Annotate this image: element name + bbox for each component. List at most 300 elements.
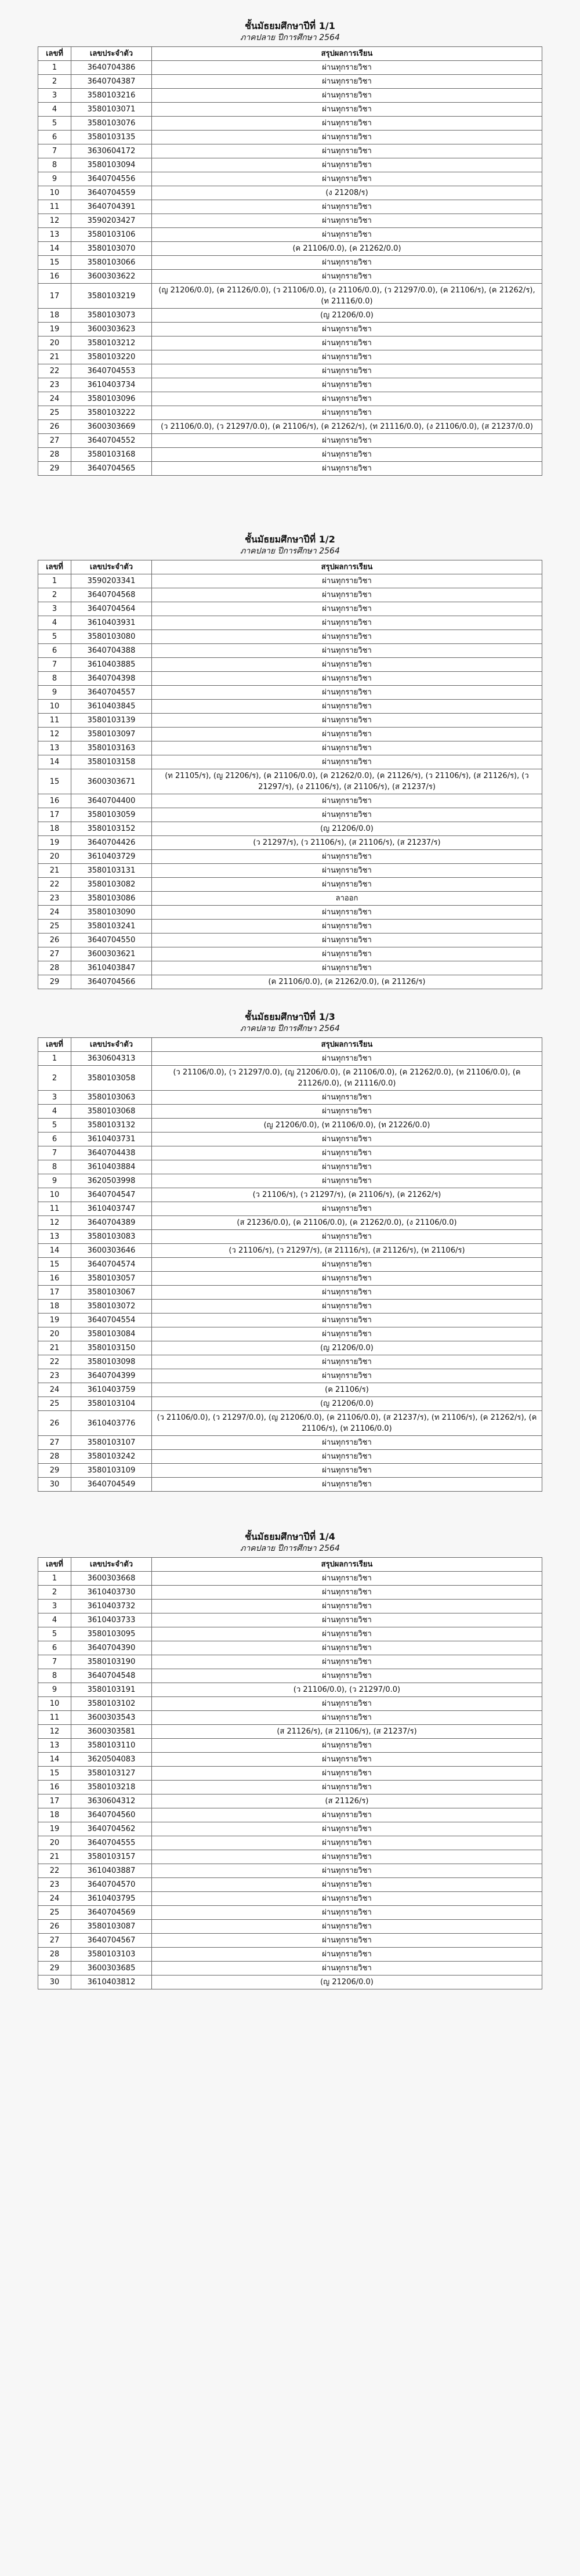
table-row <box>38 1216 542 1230</box>
cell-no: 16 <box>38 1781 71 1794</box>
class-section <box>38 1531 542 1989</box>
cell-summary: ผ่านทุกรายวิชา <box>152 1948 542 1962</box>
cell-no: 29 <box>38 1464 71 1478</box>
cell-summary: ผ่านทุกรายวิชา <box>152 961 542 975</box>
cell-no: 12 <box>38 1216 71 1230</box>
cell-no: 11 <box>38 200 71 214</box>
cell-student-id: 3640704568 <box>71 588 152 602</box>
table-row <box>38 1478 542 1492</box>
cell-no: 14 <box>38 755 71 769</box>
cell-summary: ผ่านทุกรายวิชา <box>152 378 542 392</box>
cell-student-id: 3580103152 <box>71 822 152 836</box>
table-row <box>38 1397 542 1411</box>
cell-summary: ผ่านทุกรายวิชา <box>152 934 542 947</box>
table-row <box>38 1146 542 1160</box>
cell-summary: (ง 21208/ร) <box>152 186 542 200</box>
table-row <box>38 1160 542 1174</box>
cell-summary: ผ่านทุกรายวิชา <box>152 1697 542 1711</box>
cell-no: 13 <box>38 1739 71 1753</box>
cell-no: 12 <box>38 1725 71 1739</box>
cell-no: 30 <box>38 1478 71 1492</box>
table-row <box>38 131 542 144</box>
table-row <box>38 364 542 378</box>
cell-summary: ผ่านทุกรายวิชา <box>152 1572 542 1586</box>
cell-student-id: 3640704550 <box>71 934 152 947</box>
table-row <box>38 1920 542 1934</box>
cell-summary: ผ่านทุกรายวิชา <box>152 1464 542 1478</box>
cell-student-id: 3610403730 <box>71 1586 152 1600</box>
table-row <box>38 1586 542 1600</box>
cell-no: 29 <box>38 975 71 989</box>
cell-no: 5 <box>38 630 71 644</box>
cell-no: 21 <box>38 1850 71 1864</box>
cell-summary: (ค 21106/0.0), (ค 21262/0.0) <box>152 242 542 256</box>
cell-no: 27 <box>38 1436 71 1450</box>
cell-student-id: 3640704438 <box>71 1146 152 1160</box>
cell-no: 7 <box>38 658 71 672</box>
cell-no: 15 <box>38 1258 71 1272</box>
cell-no: 12 <box>38 728 71 741</box>
cell-student-id: 3580103084 <box>71 1327 152 1341</box>
table-row <box>38 975 542 989</box>
class-section <box>38 534 542 989</box>
section-title: ชั้นมัธยมศึกษาปีที่ 1/3 <box>245 1011 335 1022</box>
cell-student-id: 3580103168 <box>71 448 152 462</box>
cell-summary: ผ่านทุกรายวิชา <box>152 1478 542 1492</box>
cell-no: 21 <box>38 864 71 878</box>
cell-no: 13 <box>38 228 71 242</box>
results-table <box>38 46 542 476</box>
cell-summary: ผ่านทุกรายวิชา <box>152 1767 542 1781</box>
table-row <box>38 420 542 434</box>
table-row <box>38 700 542 714</box>
cell-student-id: 3610403776 <box>71 1411 152 1436</box>
cell-summary: ผ่านทุกรายวิชา <box>152 1146 542 1160</box>
table-row <box>38 644 542 658</box>
cell-summary: ผ่านทุกรายวิชา <box>152 1836 542 1850</box>
cell-student-id: 3580103098 <box>71 1355 152 1369</box>
cell-no: 19 <box>38 1822 71 1836</box>
cell-no: 3 <box>38 602 71 616</box>
cell-summary: ผ่านทุกรายวิชา <box>152 172 542 186</box>
cell-student-id: 3640704399 <box>71 1369 152 1383</box>
cell-summary: ผ่านทุกรายวิชา <box>152 323 542 337</box>
section-subtitle: ภาคปลาย ปีการศึกษา 2564 <box>240 33 340 42</box>
cell-student-id: 3610403845 <box>71 700 152 714</box>
cell-summary: ผ่านทุกรายวิชา <box>152 588 542 602</box>
cell-student-id: 3610403931 <box>71 616 152 630</box>
cell-summary: ผ่านทุกรายวิชา <box>152 1920 542 1934</box>
cell-no: 2 <box>38 75 71 89</box>
table-row <box>38 1878 542 1892</box>
table-row <box>38 1244 542 1258</box>
cell-no: 7 <box>38 1146 71 1160</box>
cell-no: 6 <box>38 1133 71 1146</box>
cell-summary: ผ่านทุกรายวิชา <box>152 1808 542 1822</box>
cell-student-id: 3580103222 <box>71 406 152 420</box>
cell-student-id: 3610403795 <box>71 1892 152 1906</box>
table-row <box>38 309 542 323</box>
header-no: เลขที่ <box>38 1038 71 1052</box>
cell-summary: ผ่านทุกรายวิชา <box>152 364 542 378</box>
cell-summary: ผ่านทุกรายวิชา <box>152 947 542 961</box>
cell-no: 1 <box>38 1052 71 1066</box>
cell-summary: ผ่านทุกรายวิชา <box>152 270 542 284</box>
table-row <box>38 1272 542 1286</box>
table-row <box>38 808 542 822</box>
cell-student-id: 3640704562 <box>71 1822 152 1836</box>
cell-summary: ผ่านทุกรายวิชา <box>152 1613 542 1627</box>
cell-summary: ลาออก <box>152 892 542 906</box>
cell-no: 6 <box>38 131 71 144</box>
cell-student-id: 3640704566 <box>71 975 152 989</box>
cell-student-id: 3640704557 <box>71 686 152 700</box>
results-table <box>38 1557 542 1989</box>
table-row <box>38 1725 542 1739</box>
cell-summary: ผ่านทุกรายวิชา <box>152 1105 542 1119</box>
cell-no: 4 <box>38 1613 71 1627</box>
cell-summary: ผ่านทุกรายวิชา <box>152 200 542 214</box>
cell-student-id: 3580103212 <box>71 337 152 350</box>
table-row <box>38 1300 542 1314</box>
table-row <box>38 1753 542 1767</box>
cell-student-id: 3640704400 <box>71 794 152 808</box>
cell-no: 22 <box>38 364 71 378</box>
cell-student-id: 3640704570 <box>71 1878 152 1892</box>
table-row <box>38 906 542 920</box>
cell-student-id: 3580103058 <box>71 1066 152 1091</box>
cell-student-id: 3630604313 <box>71 1052 152 1066</box>
cell-student-id: 3580103103 <box>71 1948 152 1962</box>
cell-no: 20 <box>38 337 71 350</box>
header-id: เลขประจำตัว <box>71 560 152 574</box>
cell-summary: (ส 21126/ร), (ส 21106/ร), (ส 21237/ร) <box>152 1725 542 1739</box>
cell-student-id: 3600303668 <box>71 1572 152 1586</box>
cell-no: 24 <box>38 1892 71 1906</box>
cell-no: 11 <box>38 714 71 728</box>
cell-student-id: 3580103163 <box>71 741 152 755</box>
table-row <box>38 1808 542 1822</box>
cell-no: 28 <box>38 448 71 462</box>
cell-summary: ผ่านทุกรายวิชา <box>152 1753 542 1767</box>
cell-no: 10 <box>38 700 71 714</box>
table-row <box>38 1739 542 1753</box>
cell-student-id: 3600303685 <box>71 1962 152 1976</box>
cell-student-id: 3640704559 <box>71 186 152 200</box>
cell-student-id: 3580103059 <box>71 808 152 822</box>
table-row <box>38 686 542 700</box>
cell-student-id: 3580103083 <box>71 1230 152 1244</box>
cell-summary: (ว 21106/0.0), (ว 21297/0.0), (ค 21106/ร), (ค 21262/ร), (ท 21116/0.0), (ง 21106/0.0), (ส 21237/0.0) <box>152 420 542 434</box>
cell-no: 1 <box>38 574 71 588</box>
cell-summary: ผ่านทุกรายวิชา <box>152 700 542 714</box>
cell-student-id: 3580103190 <box>71 1655 152 1669</box>
cell-no: 18 <box>38 1808 71 1822</box>
cell-student-id: 3580103104 <box>71 1397 152 1411</box>
cell-student-id: 3580103068 <box>71 1105 152 1119</box>
cell-summary: ผ่านทุกรายวิชา <box>152 1355 542 1369</box>
table-row <box>38 1962 542 1976</box>
cell-student-id: 3580103135 <box>71 131 152 144</box>
cell-summary: ผ่านทุกรายวิชา <box>152 1934 542 1948</box>
section-title: ชั้นมัธยมศึกษาปีที่ 1/2 <box>245 534 335 545</box>
cell-summary: ผ่านทุกรายวิชา <box>152 1655 542 1669</box>
table-row <box>38 1934 542 1948</box>
cell-student-id: 3640704567 <box>71 1934 152 1948</box>
header-no: เลขที่ <box>38 560 71 574</box>
cell-no: 20 <box>38 1836 71 1850</box>
cell-summary: ผ่านทุกรายวิชา <box>152 808 542 822</box>
cell-student-id: 3610403747 <box>71 1202 152 1216</box>
cell-summary: ผ่านทุกรายวิชา <box>152 574 542 588</box>
cell-student-id: 3610403734 <box>71 378 152 392</box>
table-row <box>38 1369 542 1383</box>
cell-no: 15 <box>38 769 71 794</box>
cell-student-id: 3640704549 <box>71 1478 152 1492</box>
cell-summary: ผ่านทุกรายวิชา <box>152 755 542 769</box>
cell-no: 30 <box>38 1976 71 1989</box>
class-section <box>38 20 542 476</box>
table-row <box>38 1572 542 1586</box>
cell-no: 27 <box>38 1934 71 1948</box>
table-row <box>38 920 542 934</box>
cell-summary: (ว 21106/ร), (ว 21297/ร), (ค 21106/ร), (ค 21262/ร) <box>152 1188 542 1202</box>
section-subtitle: ภาคปลาย ปีการศึกษา 2564 <box>240 1024 340 1033</box>
cell-student-id: 3580103157 <box>71 1850 152 1864</box>
cell-no: 29 <box>38 1962 71 1976</box>
table-row <box>38 836 542 850</box>
table-row <box>38 323 542 337</box>
cell-no: 3 <box>38 1600 71 1613</box>
cell-no: 13 <box>38 741 71 755</box>
header-row <box>38 1038 542 1052</box>
cell-student-id: 3640704390 <box>71 1641 152 1655</box>
table-row <box>38 588 542 602</box>
cell-student-id: 3640704555 <box>71 1836 152 1850</box>
cell-summary: ผ่านทุกรายวิชา <box>152 1781 542 1794</box>
cell-summary: ผ่านทุกรายวิชา <box>152 1286 542 1300</box>
table-row <box>38 1105 542 1119</box>
cell-no: 6 <box>38 644 71 658</box>
cell-student-id: 3580103216 <box>71 89 152 103</box>
cell-summary: ผ่านทุกรายวิชา <box>152 434 542 448</box>
cell-student-id: 3580103086 <box>71 892 152 906</box>
cell-no: 3 <box>38 1091 71 1105</box>
table-row <box>38 1188 542 1202</box>
cell-student-id: 3640704565 <box>71 462 152 476</box>
class-section <box>38 1011 542 1492</box>
header-id: เลขประจำตัว <box>71 1558 152 1572</box>
cell-no: 8 <box>38 672 71 686</box>
cell-student-id: 3640704391 <box>71 200 152 214</box>
cell-summary: ผ่านทุกรายวิชา <box>152 1962 542 1976</box>
cell-student-id: 3600303621 <box>71 947 152 961</box>
cell-student-id: 3580103218 <box>71 1781 152 1794</box>
cell-no: 14 <box>38 1753 71 1767</box>
table-row <box>38 350 542 364</box>
cell-student-id: 3610403812 <box>71 1976 152 1989</box>
cell-summary: ผ่านทุกรายวิชา <box>152 1878 542 1892</box>
table-row <box>38 850 542 864</box>
cell-student-id: 3610403731 <box>71 1133 152 1146</box>
cell-summary: ผ่านทุกรายวิชา <box>152 1300 542 1314</box>
header-row <box>38 47 542 61</box>
table-row <box>38 200 542 214</box>
table-row <box>38 1327 542 1341</box>
cell-no: 7 <box>38 144 71 158</box>
cell-student-id: 3580103110 <box>71 1739 152 1753</box>
table-row <box>38 1286 542 1300</box>
cell-no: 18 <box>38 309 71 323</box>
cell-summary: ผ่านทุกรายวิชา <box>152 1739 542 1753</box>
cell-summary: ผ่านทุกรายวิชา <box>152 392 542 406</box>
results-table <box>38 560 542 989</box>
cell-summary: ผ่านทุกรายวิชา <box>152 741 542 755</box>
cell-student-id: 3640704556 <box>71 172 152 186</box>
cell-summary: ผ่านทุกรายวิชา <box>152 1906 542 1920</box>
table-row <box>38 392 542 406</box>
table-row <box>38 117 542 131</box>
cell-summary: ผ่านทุกรายวิชา <box>152 602 542 616</box>
cell-summary: ผ่านทุกรายวิชา <box>152 131 542 144</box>
cell-summary: ผ่านทุกรายวิชา <box>152 906 542 920</box>
table-row <box>38 728 542 741</box>
cell-student-id: 3640704398 <box>71 672 152 686</box>
cell-summary: ผ่านทุกรายวิชา <box>152 728 542 741</box>
cell-student-id: 3630604172 <box>71 144 152 158</box>
table-row <box>38 616 542 630</box>
cell-student-id: 3640704569 <box>71 1906 152 1920</box>
table-row <box>38 1314 542 1327</box>
table-row <box>38 1767 542 1781</box>
cell-student-id: 3640704553 <box>71 364 152 378</box>
cell-student-id: 3580103082 <box>71 878 152 892</box>
table-row <box>38 448 542 462</box>
cell-no: 4 <box>38 103 71 117</box>
cell-summary: ผ่านทุกรายวิชา <box>152 644 542 658</box>
cell-summary: ผ่านทุกรายวิชา <box>152 1586 542 1600</box>
cell-no: 9 <box>38 172 71 186</box>
header-summary: สรุปผลการเรียน <box>152 560 542 574</box>
table-row <box>38 714 542 728</box>
cell-summary: ผ่านทุกรายวิชา <box>152 228 542 242</box>
cell-student-id: 3580103071 <box>71 103 152 117</box>
cell-no: 21 <box>38 350 71 364</box>
header-summary: สรุปผลการเรียน <box>152 47 542 61</box>
header-summary: สรุปผลการเรียน <box>152 1558 542 1572</box>
cell-summary: ผ่านทุกรายวิชา <box>152 462 542 476</box>
cell-no: 11 <box>38 1711 71 1725</box>
cell-summary: ผ่านทุกรายวิชา <box>152 920 542 934</box>
cell-summary: ผ่านทุกรายวิชา <box>152 1627 542 1641</box>
cell-no: 18 <box>38 1300 71 1314</box>
cell-student-id: 3610403887 <box>71 1864 152 1878</box>
cell-student-id: 3630604312 <box>71 1794 152 1808</box>
cell-no: 25 <box>38 920 71 934</box>
cell-summary: ผ่านทุกรายวิชา <box>152 1327 542 1341</box>
table-row <box>38 186 542 200</box>
cell-student-id: 3580103096 <box>71 392 152 406</box>
cell-no: 23 <box>38 1878 71 1892</box>
cell-no: 28 <box>38 961 71 975</box>
cell-summary: (ว 21106/ร), (ว 21297/ร), (ส 21116/ร), (ส 21126/ร), (ท 21106/ร) <box>152 1244 542 1258</box>
cell-summary: (ญ 21206/0.0) <box>152 822 542 836</box>
cell-student-id: 3600303543 <box>71 1711 152 1725</box>
cell-no: 17 <box>38 1794 71 1808</box>
table-row <box>38 284 542 309</box>
table-row <box>38 1174 542 1188</box>
cell-student-id: 3580103094 <box>71 158 152 172</box>
cell-student-id: 3640704548 <box>71 1669 152 1683</box>
cell-summary: ผ่านทุกรายวิชา <box>152 117 542 131</box>
cell-no: 10 <box>38 186 71 200</box>
cell-no: 26 <box>38 1411 71 1436</box>
cell-summary: ผ่านทุกรายวิชา <box>152 1822 542 1836</box>
table-row <box>38 1822 542 1836</box>
cell-student-id: 3640704386 <box>71 61 152 75</box>
cell-no: 9 <box>38 1683 71 1697</box>
table-row <box>38 1383 542 1397</box>
cell-no: 16 <box>38 270 71 284</box>
cell-no: 1 <box>38 1572 71 1586</box>
cell-student-id: 3580103107 <box>71 1436 152 1450</box>
cell-no: 8 <box>38 1160 71 1174</box>
cell-no: 26 <box>38 420 71 434</box>
table-row <box>38 769 542 794</box>
cell-summary: ผ่านทุกรายวิชา <box>152 406 542 420</box>
cell-no: 27 <box>38 434 71 448</box>
cell-summary: (ญ 21206/0.0) <box>152 1341 542 1355</box>
table-row <box>38 892 542 906</box>
cell-summary: ผ่านทุกรายวิชา <box>152 337 542 350</box>
table-row <box>38 1119 542 1133</box>
cell-student-id: 3580103109 <box>71 1464 152 1478</box>
table-row <box>38 406 542 420</box>
cell-no: 19 <box>38 323 71 337</box>
cell-student-id: 3580103097 <box>71 728 152 741</box>
cell-student-id: 3580103219 <box>71 284 152 309</box>
cell-student-id: 3580103095 <box>71 1627 152 1641</box>
cell-no: 25 <box>38 1397 71 1411</box>
cell-student-id: 3580103132 <box>71 1119 152 1133</box>
table-row <box>38 1655 542 1669</box>
cell-no: 23 <box>38 378 71 392</box>
table-row <box>38 794 542 808</box>
cell-summary: (ว 21106/0.0), (ว 21297/0.0), (ญ 21206/0.0), (ค 21106/0.0), (ส 21237/ร), (ท 21106/ร), (ค 21262/ร), (ค 21106/ร), (ท 21106/0.0) <box>152 1411 542 1436</box>
cell-no: 1 <box>38 61 71 75</box>
cell-student-id: 3580103139 <box>71 714 152 728</box>
section-subtitle: ภาคปลาย ปีการศึกษา 2564 <box>240 1544 340 1553</box>
document <box>0 20 580 1989</box>
table-row <box>38 1464 542 1478</box>
cell-summary: (ส 21126/ร) <box>152 1794 542 1808</box>
cell-no: 2 <box>38 1586 71 1600</box>
table-row <box>38 1355 542 1369</box>
table-row <box>38 1066 542 1091</box>
cell-summary: ผ่านทุกรายวิชา <box>152 89 542 103</box>
cell-summary: (ญ 21206/0.0) <box>152 1976 542 1989</box>
cell-summary: ผ่านทุกรายวิชา <box>152 1369 542 1383</box>
cell-student-id: 3620504083 <box>71 1753 152 1767</box>
cell-student-id: 3600303669 <box>71 420 152 434</box>
table-row <box>38 658 542 672</box>
cell-student-id: 3610403759 <box>71 1383 152 1397</box>
cell-no: 15 <box>38 256 71 270</box>
cell-summary: (ส 21236/0.0), (ค 21106/0.0), (ค 21262/0.0), (ง 21106/0.0) <box>152 1216 542 1230</box>
cell-no: 16 <box>38 794 71 808</box>
cell-no: 5 <box>38 117 71 131</box>
cell-summary: (ว 21106/0.0), (ว 21297/0.0) <box>152 1683 542 1697</box>
